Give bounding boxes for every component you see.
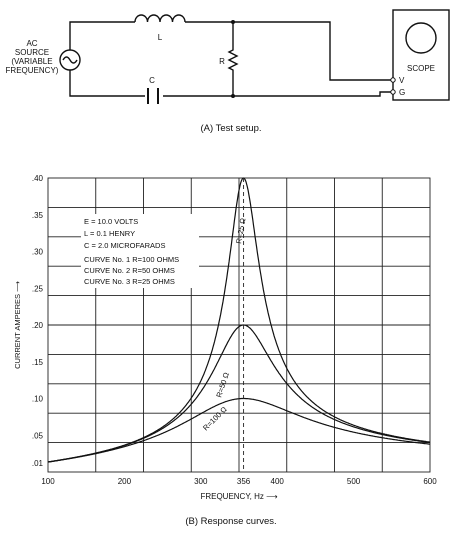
scope-v-label: V	[399, 76, 405, 85]
x-tick-labels	[41, 477, 437, 486]
capacitor-label: C	[149, 76, 155, 85]
inductor-symbol	[135, 15, 185, 22]
wire-bottom-right	[163, 92, 393, 96]
note-c: C = 2.0 MICROFARADS	[84, 241, 166, 250]
scope-g-label: G	[399, 88, 406, 97]
note-e: E = 10.0 VOLTS	[84, 217, 139, 226]
resistor-symbol	[229, 22, 237, 96]
y-tick-label: .25	[31, 284, 43, 294]
inductor-label: L	[157, 33, 163, 42]
y-tick-label: .20	[31, 321, 43, 330]
y-tick-label: .01	[31, 459, 43, 469]
response-chart	[13, 174, 437, 527]
y-tick-labels	[32, 174, 44, 468]
y-axis-label: CURRENT AMPERES ⟶	[13, 281, 22, 369]
y-tick-label: .30	[31, 247, 43, 257]
x-tick-label: 600	[423, 477, 437, 486]
junction-dot-bottom	[231, 94, 235, 98]
scope-terminal-g	[391, 90, 395, 94]
curve-note-2: CURVE No. 2 R=50 OHMS	[84, 266, 175, 275]
circuit-diagram	[6, 10, 449, 134]
note-l: L = 0.1 HENRY	[84, 229, 136, 238]
x-tick-label: 100	[41, 477, 55, 486]
wire-top-left	[70, 22, 135, 50]
x-tick-label: 300	[194, 477, 208, 486]
resistor-label: R	[219, 57, 225, 66]
scope-screen	[406, 23, 436, 53]
y-tick-label: .35	[31, 210, 43, 220]
scope-label: SCOPE	[406, 64, 436, 73]
curve-label-r25: R=25 Ω	[234, 217, 248, 245]
source-label-line2: SOURCE	[14, 48, 50, 57]
x-tick-label: 500	[346, 477, 361, 486]
x-tick-label: 200	[117, 477, 132, 486]
curve-label-r100: R=100 Ω	[201, 404, 229, 433]
caption-a: (A) Test setup.	[200, 123, 262, 134]
y-tick-label: .05	[31, 431, 43, 441]
sine-wave-icon	[63, 57, 77, 63]
curve-label-r50: R=50 Ω	[214, 371, 231, 399]
caption-b: (B) Response curves.	[185, 516, 277, 527]
x-tick-label: 356	[236, 477, 251, 486]
x-axis-label: FREQUENCY, Hz ⟶	[200, 492, 278, 501]
curve-note-3: CURVE No. 3 R=25 OHMS	[84, 277, 175, 286]
source-label-line3: (VARIABLE	[11, 57, 53, 66]
junction-dot-top	[231, 20, 235, 24]
wire-top-right	[185, 22, 393, 80]
x-tick-label: 400	[270, 477, 284, 486]
y-tick-label: .10	[31, 394, 43, 404]
source-label-line1: AC	[26, 39, 38, 48]
scope-terminal-v	[391, 78, 395, 82]
curve-note-1: CURVE No. 1 R=100 OHMS	[84, 255, 180, 264]
y-tick-label: .15	[31, 357, 43, 367]
source-label-line4: FREQUENCY)	[5, 66, 59, 75]
wire-bottom-left	[70, 70, 145, 96]
y-tick-label: .40	[31, 174, 43, 183]
